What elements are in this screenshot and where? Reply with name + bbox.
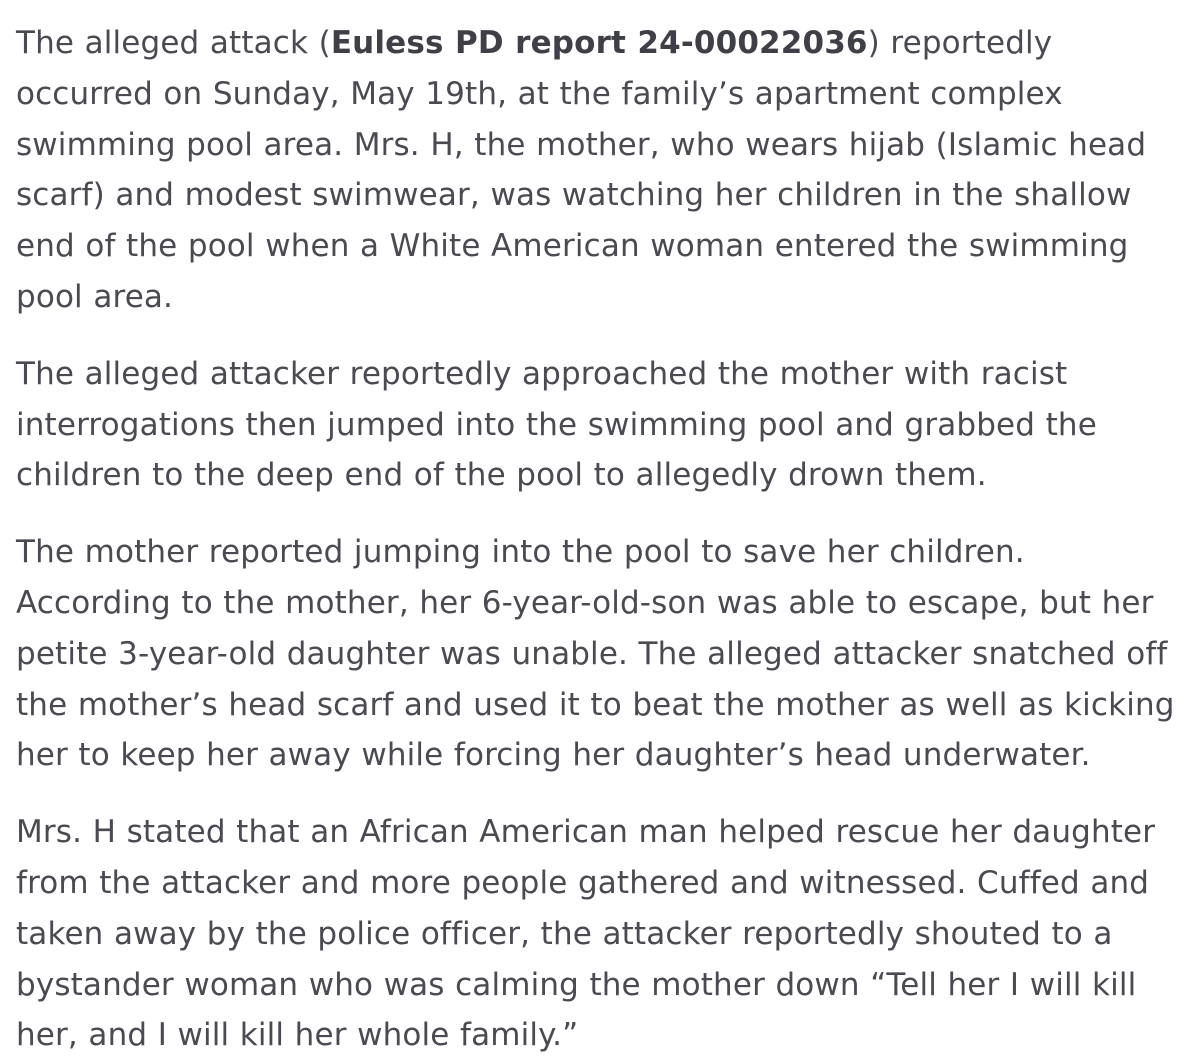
paragraph-3: The mother reported jumping into the pool to save her children. According to the mother, her 6-year-old-son was able to escape, but her petite 3-year-old daughter was unable. The alleged attacker snatched off the mother’s head scarf and used it to beat the mother as well as kicking her to keep her away while forcing her daughter’s head underwater. — [16, 534, 1175, 774]
paragraph-1-text-start: The alleged attack ( — [16, 25, 331, 61]
paragraph-1 — [16, 18, 1184, 323]
paragraph-4: Mrs. H stated that an African American man helped rescue her daughter from the attacker and more people gathered and witnessed. Cuffed and taken away by the police officer, the attacker reportedly shouted to a bystander woman who was calming the mother down “Tell her I will kill her, and I will kill her whole family.” — [16, 814, 1156, 1054]
paragraph-2: The alleged attacker reportedly approached the mother with racist interrogations then jumped into the swimming pool and grabbed the children to the deep end of the pool to allegedly drown them. — [16, 355, 1097, 494]
police-report-number: Euless PD report 24-00022036 — [330, 25, 868, 61]
paragraph-1-text-end: ) reportedly occurred on Sunday, May 19th, at the family’s apartment complex swimming pool area. Mrs. H, the mother, who wears hijab (Islamic head scarf) and modest swimwear, was watching her children in the shallow end of the pool when a White American woman entered the swimming pool area. — [16, 25, 1147, 315]
